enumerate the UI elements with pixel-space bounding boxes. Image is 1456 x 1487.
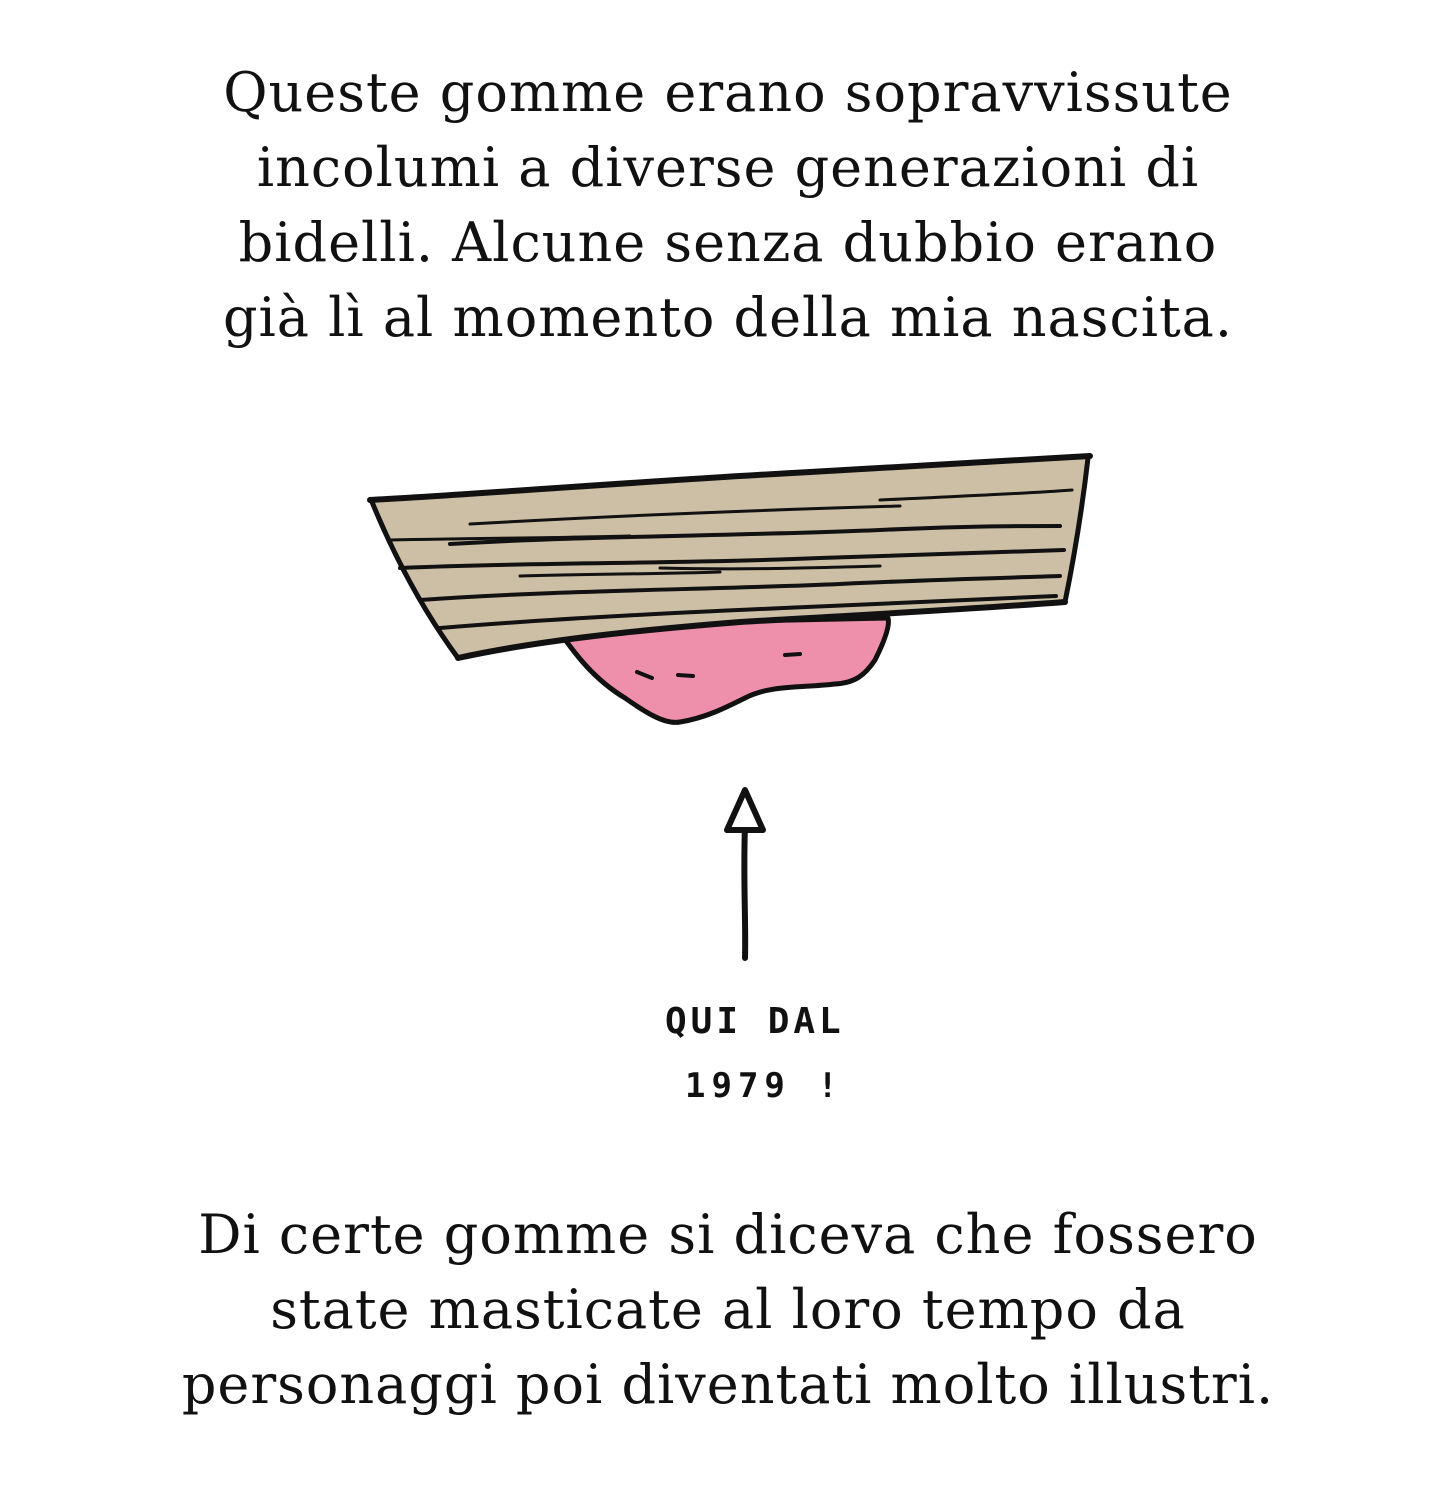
handwritten-note-line1: QUI DAL — [665, 1001, 845, 1042]
handwritten-note — [655, 985, 875, 1115]
handwritten-note-line2: 1979 ! — [685, 1066, 844, 1106]
up-arrow-icon — [715, 780, 775, 970]
bottom-caption: Di certe gomme si diceva che fossero state masticate al loro tempo da personaggi poi diventati molto illustri. — [181, 1203, 1275, 1416]
desk-underside-with-gum-illustration — [360, 440, 1100, 740]
top-caption: Queste gomme erano sopravvissute incolumi a diverse generazioni di bidelli. Alcune senza dubbio erano già lì al momento della mia nascita. — [222, 61, 1234, 349]
